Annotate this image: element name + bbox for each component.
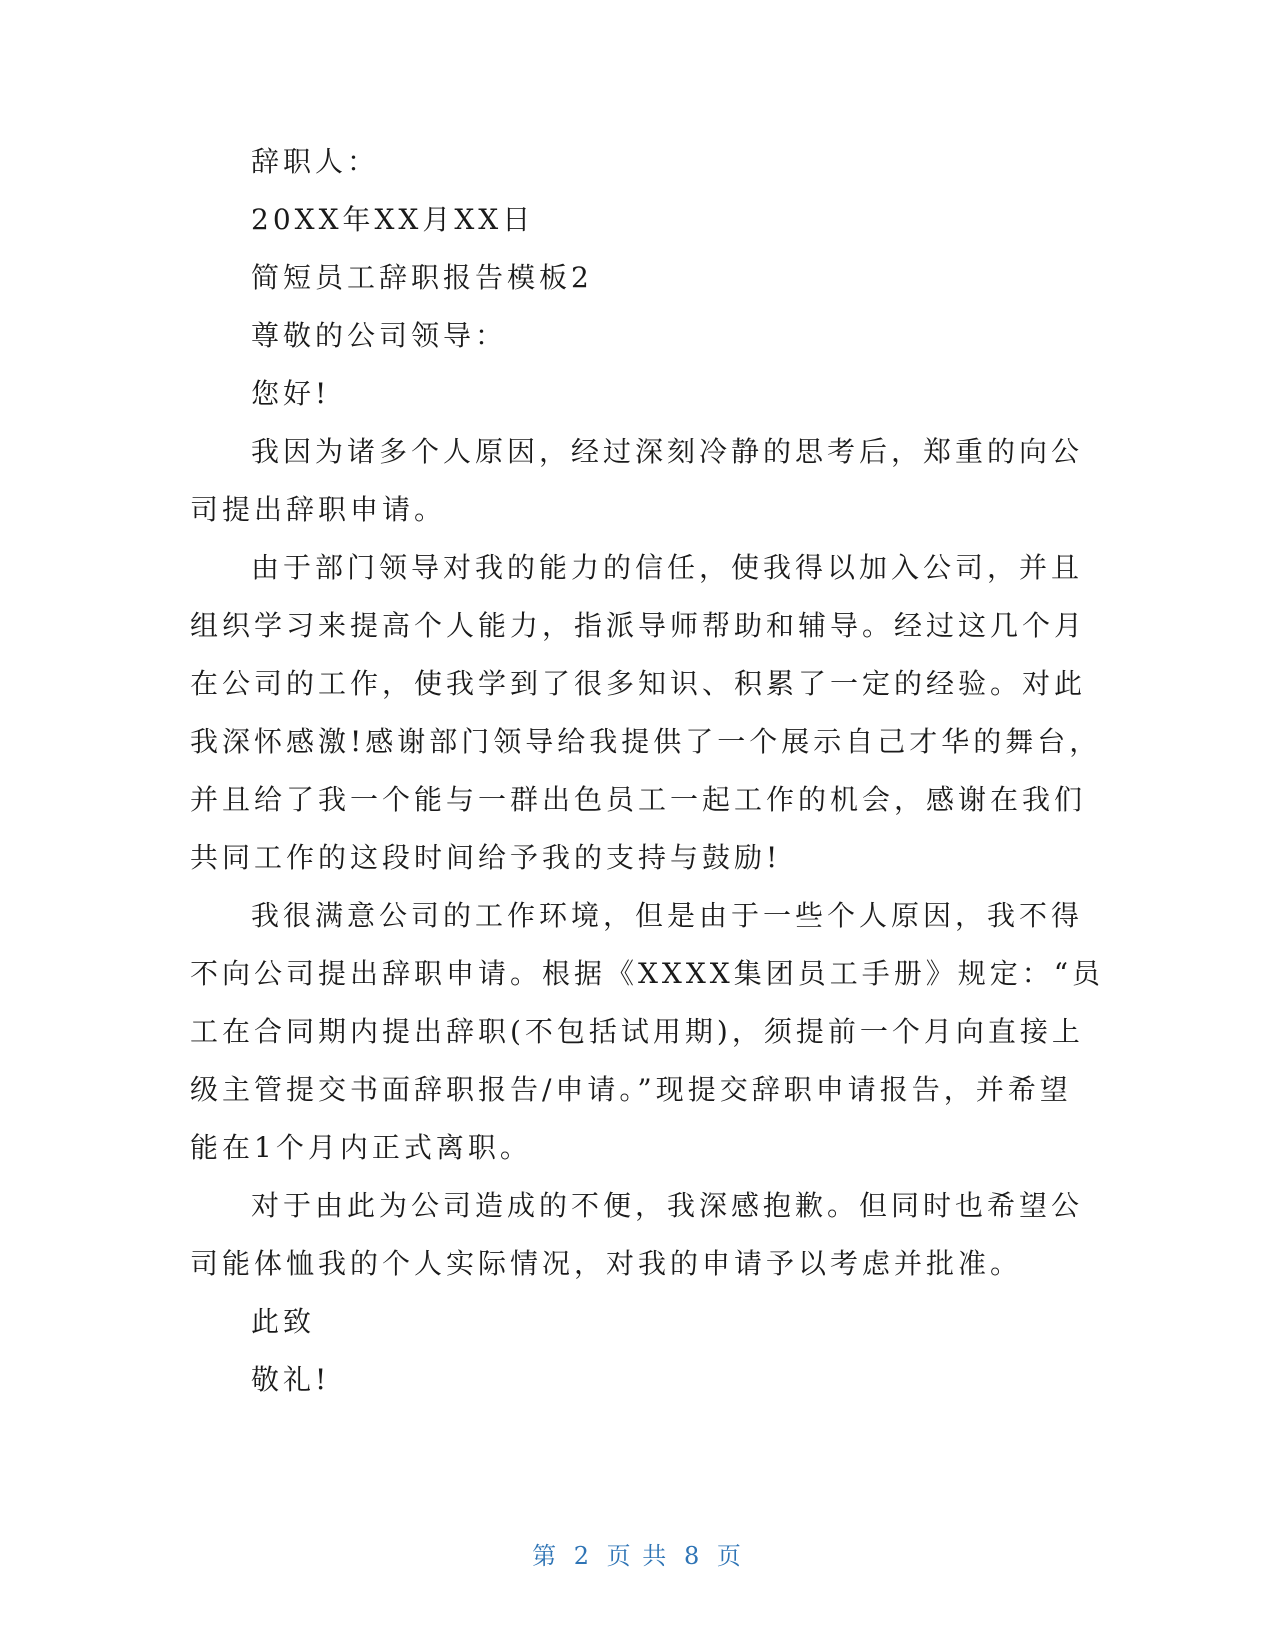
page-footer [0,1540,1275,1572]
paragraph-4-line-1: 对于由此为公司造成的不便，我深感抱歉。但同时也希望公 [251,1189,1084,1222]
paragraph-2-line-1: 由于部门领导对我的能力的信任，使我得以加入公司，并且 [251,551,1084,584]
total-pages-number: 8 [683,1542,702,1570]
paragraph-3-line-2: 不向公司提出辞职申请。根据《XXXX集团员工手册》规定：“员 [190,957,1105,990]
greeting: 您好! [251,377,331,410]
paragraph-3-line-1: 我很满意公司的工作环境，但是由于一些个人原因，我不得 [251,899,1084,932]
paragraph-2-line-2: 组织学习来提高个人能力，指派导师帮助和辅导。经过这几个月 [190,609,1087,642]
closing-line-1: 此致 [251,1305,316,1338]
paragraph-4-line-2: 司能体恤我的个人实际情况，对我的申请予以考虑并批准。 [190,1247,1023,1280]
current-page-number: 2 [573,1542,592,1570]
paragraph-2-line-3: 在公司的工作，使我学到了很多知识、积累了一定的经验。对此 [190,667,1087,700]
paragraph-3-line-3: 工在合同期内提出辞职(不包括试用期)，须提前一个月向直接上 [190,1015,1084,1048]
signer-label: 辞职人： [251,145,380,178]
paragraph-1-line-2: 司提出辞职申请。 [190,493,447,526]
salutation: 尊敬的公司领导： [251,319,508,352]
footer-middle: 页 共 [606,1542,669,1570]
date-line: 20XX年XX月XX日 [251,203,535,236]
paragraph-2-line-6: 共同工作的这段时间给予我的支持与鼓励! [190,841,782,874]
paragraph-1-line-1: 我因为诸多个人原因，经过深刻冷静的思考后，郑重的向公 [251,435,1084,468]
footer-suffix: 页 [716,1542,743,1570]
paragraph-3-line-5: 能在1个月内正式离职。 [190,1131,532,1164]
paragraph-2-line-5: 并且给了我一个能与一群出色员工一起工作的机会，感谢在我们 [190,783,1087,816]
section-title: 简短员工辞职报告模板2 [251,261,593,294]
footer-prefix: 第 [532,1542,559,1570]
closing-line-2: 敬礼! [251,1363,331,1396]
paragraph-2-line-4: 我深怀感激!感谢部门领导给我提供了一个展示自己才华的舞台， [190,725,1102,758]
paragraph-3-line-4: 级主管提交书面辞职报告/申请。”现提交辞职申请报告，并希望 [190,1073,1072,1106]
